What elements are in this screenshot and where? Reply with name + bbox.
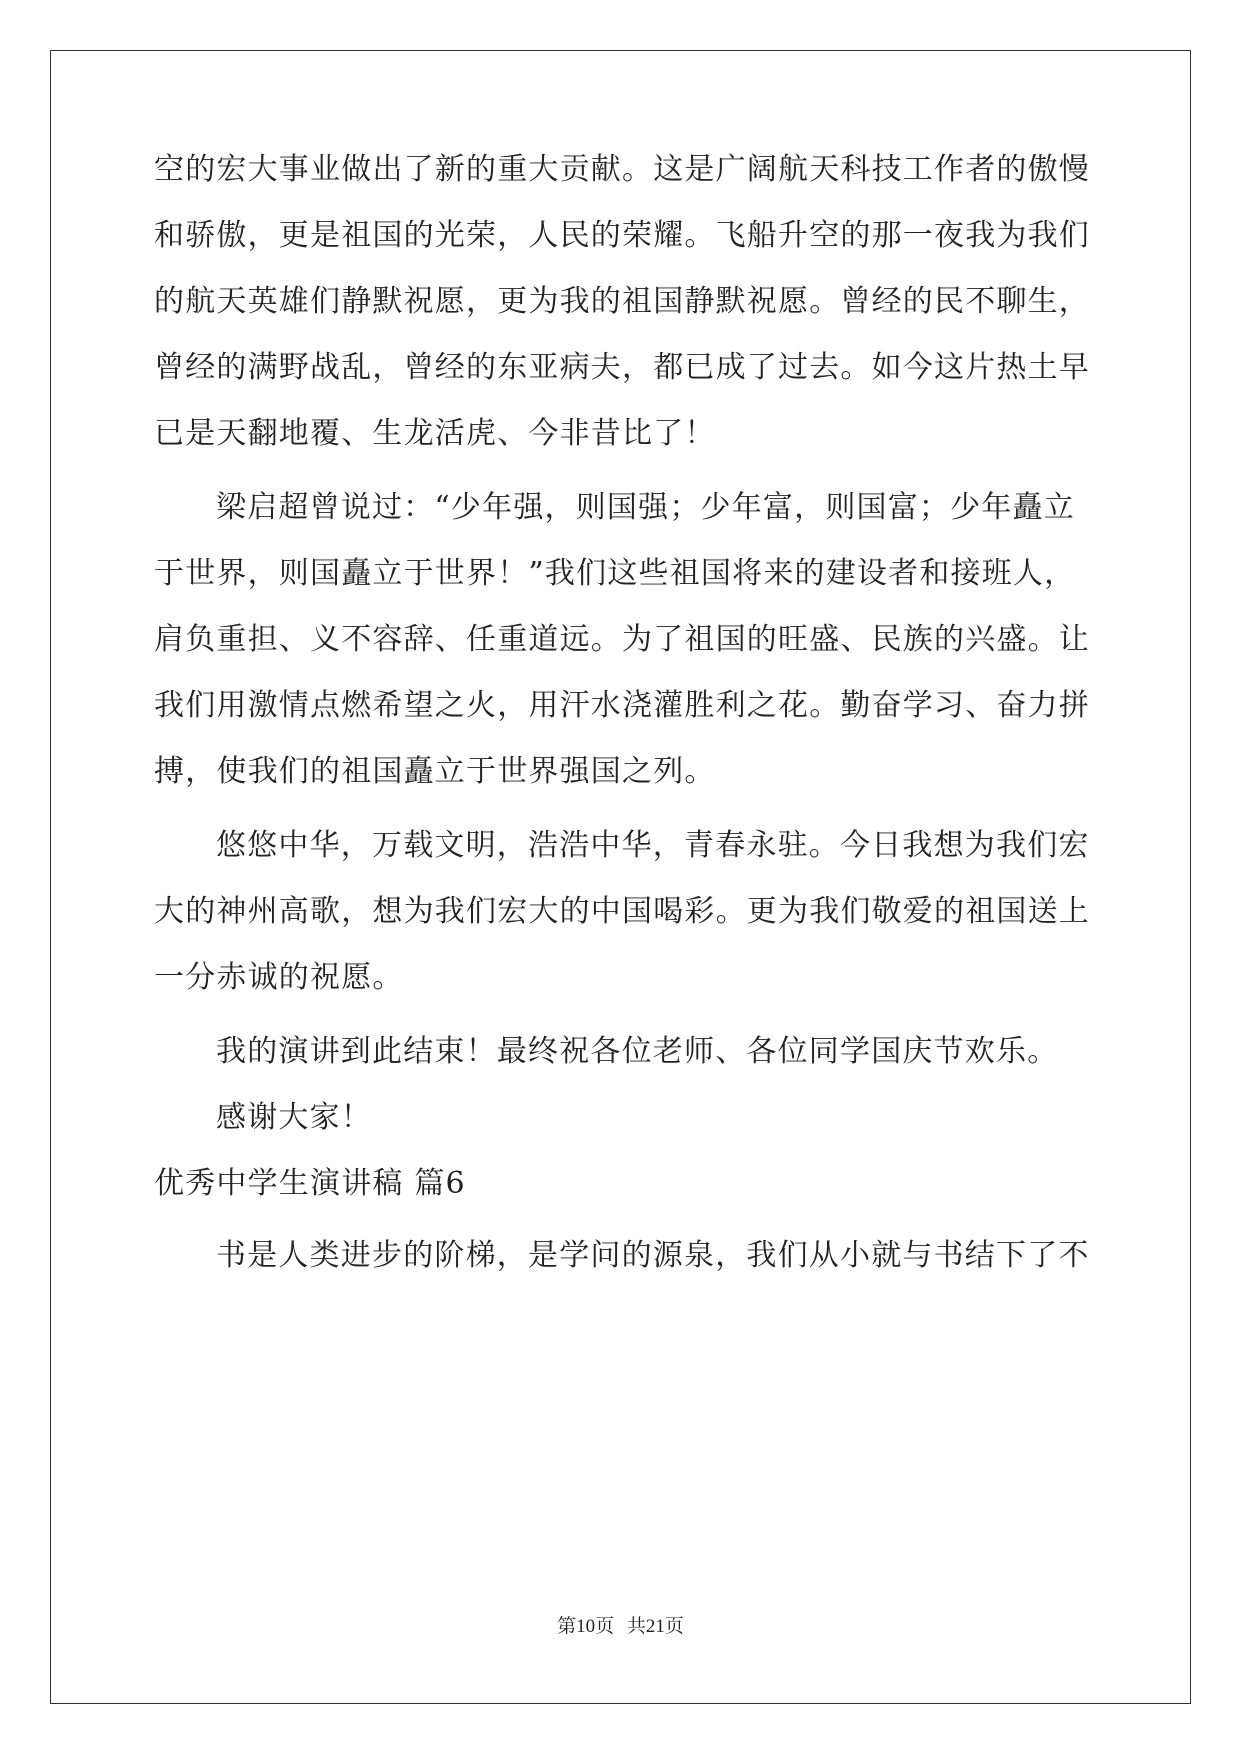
total-pages: 共21页: [626, 1616, 684, 1637]
text-line: 曾经的满野战乱，曾经的东亚病夫，都已成了过去。如今这片热土早: [154, 350, 1090, 385]
text-line: 搏，使我们的祖国矗立于世界强国之列。: [154, 754, 716, 789]
text-line: 一分赤诚的祝愿。: [154, 960, 404, 995]
paragraph-start: 悠悠中华，万载文明，浩浩中华，青春永驻。今日我想为我们宏: [216, 828, 1090, 863]
text-line: 于世界，则国矗立于世界！”我们这些祖国将来的建设者和接班人，: [154, 556, 1076, 591]
text-line: 我们用激情点燃希望之火，用汗水浇灌胜利之花。勤奋学习、奋力拼: [154, 688, 1090, 723]
text-line: 和骄傲，更是祖国的光荣，人民的荣耀。飞船升空的那一夜我为我们: [154, 218, 1090, 253]
text-line: 肩负重担、义不容辞、任重道远。为了祖国的旺盛、民族的兴盛。让: [154, 622, 1090, 657]
paragraph-start: 感谢大家！: [216, 1100, 372, 1135]
paragraph-start: 书是人类进步的阶梯，是学问的源泉，我们从小就与书结下了不: [216, 1238, 1090, 1273]
text-line: 的航天英雄们静默祝愿，更为我的祖国静默祝愿。曾经的民不聊生，: [154, 284, 1090, 319]
paragraph-start: 梁启超曾说过：“少年强，则国强；少年富，则国富；少年矗立: [216, 490, 1075, 525]
section-heading: 优秀中学生演讲稿 篇6: [154, 1166, 466, 1201]
text-line: 已是天翻地覆、生龙活虎、今非昔比了！: [154, 416, 716, 451]
paragraph-start: 我的演讲到此结束！最终祝各位老师、各位同学国庆节欢乐。: [216, 1034, 1059, 1069]
page-number: 第10页: [557, 1616, 615, 1637]
text-line: 空的宏大事业做出了新的重大贡献。这是广阔航天科技工作者的傲慢: [154, 152, 1090, 187]
text-line: 大的神州高歌，想为我们宏大的中国喝彩。更为我们敬爱的祖国送上: [154, 894, 1090, 929]
page-footer: [0, 1615, 1241, 1639]
